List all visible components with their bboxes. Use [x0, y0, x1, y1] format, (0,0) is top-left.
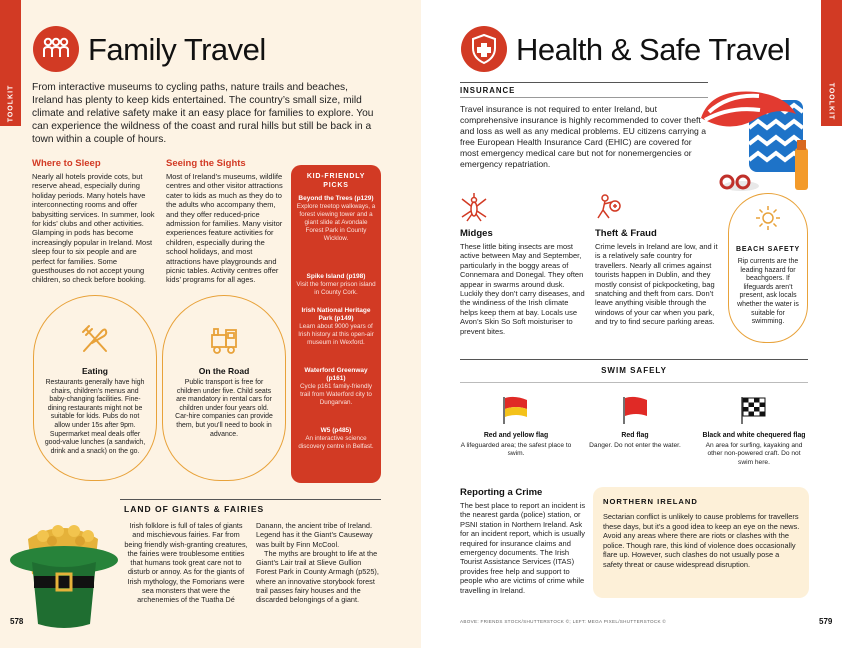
intro-paragraph: From interactive museums to cycling paths, nature trails and beaches, Ireland has plenty to keep kids entertained. The country’s small size, mild climate and relative safety make it an easy place for families to explore. You can experience the wildness of the coast and rural hills but still be back in a town within a couple of hours.	[32, 82, 374, 145]
beach-safety-heading: BEACH SAFETY	[735, 246, 801, 253]
on-the-road-title: On the Road	[198, 366, 250, 376]
insurance-rule	[460, 82, 708, 83]
beach-bag-illustration	[691, 78, 821, 203]
kid-pick-item	[295, 367, 377, 407]
thief-icon	[593, 192, 623, 227]
kid-pick-name: W5 (p485)	[320, 427, 352, 434]
chequered-flag-icon	[739, 395, 767, 430]
giants-col2-p1: Danann, the ancient tribe of Ireland. Legend has it the Giant’s Causeway was built by Finn McCool.	[256, 521, 373, 549]
giants-heading: LAND OF GIANTS & FAIRIES	[124, 504, 265, 514]
kid-friendly-heading: KID-FRIENDLY	[306, 173, 366, 180]
northern-ireland-heading: NORTHERN IRELAND	[603, 497, 698, 506]
seeing-the-sights-text: Most of Ireland’s museums, wildlife centres and other visitor attractions cater to kids as much as they do to the adults who accompany them, and they offer reduced-price admission for families. Many visitor experiences feature activities for children, especially during the school holidays, and most attractions have playgrounds and picnic tables. Activity centres offer kids’ programs for all ages.	[166, 172, 283, 285]
beach-safety-text: Rip currents are the leading hazard for beachgoers. If lifeguards aren’t present, ask locals whether the water is suitable for swimming.	[737, 258, 799, 326]
red-flag-icon	[621, 395, 649, 430]
kid-pick-desc: Visit the former prison island in County Cork.	[296, 280, 376, 296]
kid-pick-item	[295, 273, 377, 297]
sun-icon	[755, 205, 781, 236]
where-to-sleep-heading: Where to Sleep	[32, 158, 101, 169]
kid-pick-item	[295, 195, 377, 242]
giants-rule	[120, 499, 381, 500]
train-icon	[207, 323, 241, 362]
on-the-road-text: Public transport is free for children under five. Child seats are mandatory in rental cars for children under four years old. Car-hire companies can provide them, but you’ll need to book in advance.	[175, 379, 273, 438]
page-title-right: Health & Safe Travel	[516, 32, 791, 67]
where-to-sleep-text: Nearly all hotels provide cots, but reserve ahead, especially during holiday periods. Many hotels have interconnecting rooms and offer babysitting services. In summer, look for kids’ clubs and other activities. Glamping in pods has become increasingly popular in Ireland. Most sleep four to six people and are perfect for families. Some guesthouses do not accept young children, so check before booking.	[32, 172, 155, 285]
leprechaun-hat-illustration	[8, 514, 120, 637]
insurance-text: Travel insurance is not required to enter Ireland, but comprehensive insurance is highly recommended to cover theft and loss as well as any medical problems. EU citizens carrying a free European Health Insurance Card (EHIC) are covered for most emergency medical care but not for nonemergencies or emergency repatriation.	[460, 104, 706, 169]
midges-text: These little biting insects are most active between May and September, particularly in the boggy areas of Connemara and Donegal. They often appear in swarms around dusk. Luckily they don’t carry diseases, and the windiness of the Irish climate helps keep them at bay. Locals use Avon’s Skin So Soft moisturiser to prevent bites.	[460, 242, 585, 336]
mosquito-icon	[459, 192, 489, 227]
seeing-the-sights-heading: Seeing the Sights	[166, 158, 246, 169]
kid-pick-desc: Explore treetop walkways, a forest viewing tower and a giant slide at Avondale Forest Park in County Wicklow.	[296, 202, 376, 242]
page-number-right: 579	[819, 617, 833, 626]
flag-text: Danger. Do not enter the water.	[589, 442, 681, 449]
eating-title: Eating	[82, 366, 108, 376]
theft-text: Crime levels in Ireland are low, and it is a relatively safe country for travellers. Nearly all crimes against tourists happen in Dublin, and they mostly consist of pickpocketing, bag snatching and theft from cars. Don’t leave anything visible through the windows of your car when you park, and try to find secure parking areas.	[595, 242, 718, 327]
reporting-text: The best place to report an incident is the nearest garda (police) station, or PSNI station in Northern Ireland. Ask for an incident report, which is usually required for insurance claims and emergency documents. The Irish Tourist Assistance Services (ITAS) provides free help and support to people who are victims of crime while travelling in Ireland.	[460, 501, 586, 595]
theft-heading: Theft & Fraud	[595, 228, 657, 239]
giants-col2-text	[256, 521, 382, 605]
flag-title: Red flag	[621, 432, 649, 439]
kid-pick-item	[295, 427, 377, 451]
red-yellow-flag-icon	[501, 395, 529, 430]
kid-pick-item	[295, 307, 377, 347]
first-aid-icon	[461, 26, 507, 72]
toolkit-tab-left	[0, 0, 21, 126]
swim-rule-bottom	[460, 382, 808, 383]
page-number-left: 578	[10, 617, 24, 626]
reporting-heading: Reporting a Crime	[460, 487, 543, 498]
kid-pick-name: Waterford Greenway (p161)	[304, 367, 368, 382]
toolkit-tab-label: TOOLKIT	[7, 84, 15, 123]
kid-pick-name: Irish National Heritage Park (p149)	[301, 307, 371, 322]
insurance-rule-2	[460, 97, 708, 98]
cutlery-icon	[78, 323, 112, 362]
toolkit-tab-label: TOOLKIT	[827, 82, 835, 121]
kid-pick-desc: Learn about 9000 years of Irish history at this open-air museum in Wexford.	[298, 322, 374, 346]
kid-pick-desc: An interactive science discovery centre in Belfast.	[298, 434, 374, 450]
flag-title: Red and yellow flag	[483, 432, 549, 439]
northern-ireland-box	[593, 487, 809, 598]
flag-text: An area for surfing, kayaking and other non-powered craft. Do not swim here.	[705, 442, 803, 466]
kid-friendly-picks-box	[291, 165, 381, 483]
giants-col2-p2: The myths are brought to life at the Giant’s Lair trail at Slieve Gullion Forest Park in County Armagh (p525), where an innovative storybook forest trail passes fairy houses and the discarded belongings of a giant.	[256, 548, 379, 605]
insurance-heading: INSURANCE	[460, 86, 516, 95]
family-icon	[33, 26, 79, 72]
swim-safely-heading: SWIM SAFELY	[601, 366, 667, 375]
page-title: Family Travel	[88, 32, 266, 67]
midges-heading: Midges	[460, 228, 493, 239]
flag-title: Black and white chequered flag	[702, 432, 806, 439]
photo-credit: ABOVE: FRIENDS STOCK/SHUTTERSTOCK ©; LEFT: MEGA PIXEL/SHUTTERSTOCK ©	[460, 619, 667, 624]
northern-ireland-text: Sectarian conflict is unlikely to cause problems for travellers these days, but it’s a good idea to keep an eye on the news. Avoid any areas where there are riots or clashes with the police. Though rare, this kind of violence does occasionally flare up. However, such clashes do not usually pose a safety threat or cause widespread disruption.	[603, 512, 800, 569]
flag-text: A lifeguarded area; the safest place to swim.	[460, 442, 572, 458]
toolkit-tab-right	[821, 0, 842, 126]
giants-col1-text: Irish folklore is full of tales of giants and mischievous fairies. Far from being friendly wish-granting creatures, the fairies were troublesome entities that humans took great care not to disturb or annoy. As for the giants of Irish mythology, the Fomorians were sea monsters that were the archenemies of the Tuatha Dé	[124, 521, 248, 605]
eating-text: Restaurants generally have high chairs, children’s menus and baby-changing facilities. Fine-dining restaurants might not be suitable for kids. Pubs do not allow under 15s after 9pm. Supermarket meal deals offer good-value lunches (a sandwich, drink and a snack) on the go.	[44, 379, 146, 455]
kid-pick-name: Spike Island (p198)	[306, 273, 366, 280]
kid-pick-name: Beyond the Trees (p129)	[298, 195, 374, 202]
kid-friendly-heading-2: PICKS	[323, 182, 349, 189]
swim-rule-top	[460, 359, 808, 360]
kid-pick-desc: Cycle p161 family-friendly trail from Waterford city to Dungarvan.	[299, 382, 373, 406]
